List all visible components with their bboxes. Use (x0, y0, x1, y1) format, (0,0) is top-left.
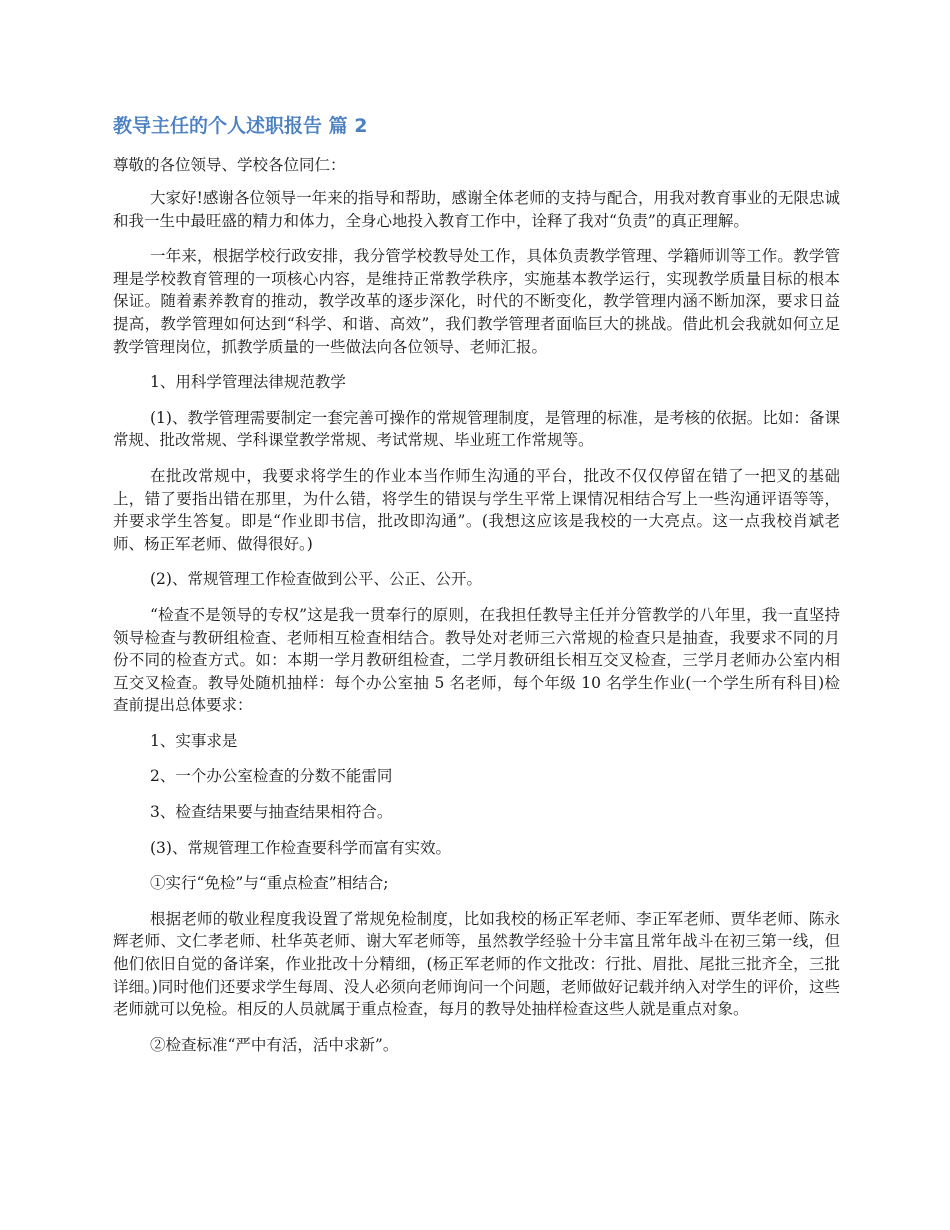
document-title: 教导主任的个人述职报告 篇 2 (113, 115, 368, 137)
paragraph-grading: 在批改常规中，我要求将学生的作业本当作师生沟通的平台，批改不仅仅停留在错了一把叉的基础上，错了要指出错在那里，为什么错，将学生的错误与学生平常上课情况相结合写上一些沟通评语等等，并要求学生答复。即是“作业即书信，批改即沟通”。(我想这应该是我校的一大亮点。这一点我校肖斌老师、杨正军老师、做得很好。) (113, 466, 840, 553)
list-item-2: 2、一个办公室检查的分数不能雷同 (150, 767, 393, 786)
document-page (113, 112, 840, 1069)
paragraph-overview: 一年来，根据学校行政安排，我分管学校教导处工作，具体负责教学管理、学籍师训等工作。教学管理是学校教育管理的一项核心内容，是维持正常教学秩序，实施基本教学运行，实现教学质量目标的根本保证。随着素养教育的推动，教学改革的逐步深化，时代的不断变化，教学管理内涵不断加深，要求日益提高，教学管理如何达到“科学、和谐、高效”，我们教学管理者面临巨大的挑战。借此机会我就如何立足教学管理岗位，抓教学质量的一些做法向各位领导、老师汇报。 (113, 247, 840, 356)
paragraph-inspection: “检查不是领导的专权”这是我一贯奉行的原则，在我担任教导主任并分管教学的八年里，我一直坚持领导检查与教研组检查、老师相互检查相结合。教导处对老师三六常规的检查只是抽查，我要求不同的月份不同的检查方式。如：本期一学月教研组检查，二学月教研组长相互交叉检查，三学月老师办公室内相互交叉检查。教导处随机抽样：每个办公室抽 5 名老师，每个年级 10 名学生作业(一个学生所有科目)检查前提出总体要求： (113, 605, 840, 715)
paragraph-intro: 大家好!感谢各位领导一年来的指导和帮助，感谢全体老师的支持与配合，用我对教育事业的无限忠诚和我一生中最旺盛的精力和体力，全身心地投入教育工作中，诠释了我对“负责”的真正理解。 (113, 189, 840, 230)
list-item-3: 3、检查结果要与抽查结果相符合。 (150, 803, 393, 822)
paragraph-exemption-detail: 根据老师的敬业程度我设置了常规免检制度，比如我校的杨正军老师、李正军老师、贾华老师、陈永辉老师、文仁孝老师、杜华英老师、谢大军老师等，虽然教学经验十分丰富且常年战斗在初三第一线，但他们依旧自觉的备详案，作业批改十分精细，(杨正军老师的作文批改：行批、眉批、尾批三批齐全，三批详细。)同时他们还要求学生每周、没人必须向老师询问一个问题，老师做好记载并纳入对学生的评价，这些老师就可以免检。相反的人员就属于重点检查，每月的教导处抽样检查这些人就是重点对象。 (113, 909, 840, 1019)
paragraph-item-1: (1)、教学管理需要制定一套完善可操作的常规管理制度，是管理的标准，是考核的依据。比如：备课常规、批改常规、学科课堂教学常规、考试常规、毕业班工作常规等。 (113, 408, 840, 450)
paragraph-standard: ②检查标准“严中有活，活中求新”。 (150, 1035, 399, 1054)
list-item-1: 1、实事求是 (150, 731, 238, 750)
paragraph-exemption: ①实行“免检”与“重点检查”相结合; (150, 874, 389, 893)
paragraph-item-3: (3)、常规管理工作检查要科学而富有实效。 (150, 838, 451, 857)
paragraph-item-2: (2)、常规管理工作检查做到公平、公正、公开。 (150, 570, 482, 589)
salutation: 尊敬的各位领导、学校各位同仁： (113, 156, 346, 174)
section-heading-1: 1、用科学管理法律规范教学 (150, 373, 346, 392)
